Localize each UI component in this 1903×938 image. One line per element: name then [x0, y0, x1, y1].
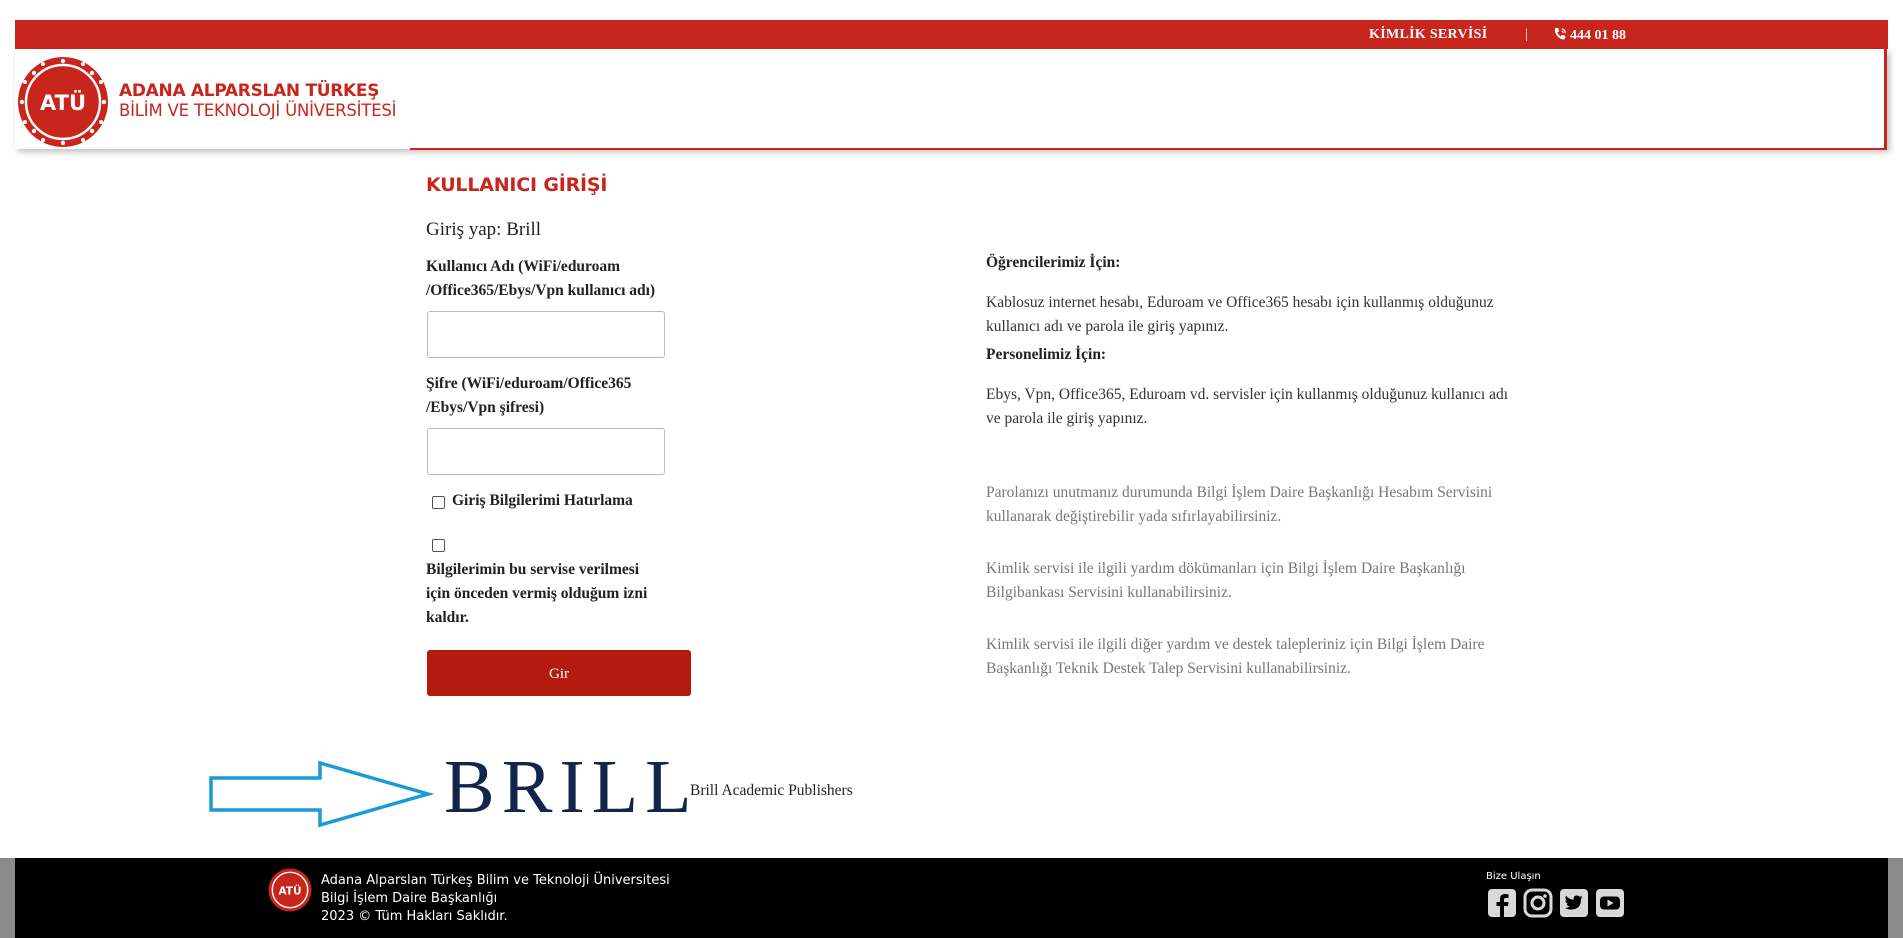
footer-department: Bilgi İşlem Daire Başkanlığı [321, 891, 498, 906]
arrow-annotation-icon [208, 760, 434, 828]
phone-icon [1553, 27, 1567, 41]
remember-checkbox[interactable] [432, 496, 445, 509]
footer-info [321, 872, 670, 926]
identity-service-link[interactable]: KİMLİK SERVİSİ [1369, 27, 1488, 42]
support-request-text[interactable]: Kimlik servisi ile ilgili diğer yardım ve destek talepleriniz için Bilgi İşlem Daire Başkanlığı Teknik Destek Talep Servisini kullanabilirsiniz. [986, 636, 1485, 677]
service-provider-name: Brill Academic Publishers [690, 782, 853, 799]
header-divider [410, 148, 1887, 150]
password-input[interactable] [427, 428, 665, 475]
forgot-password-text[interactable]: Parolanızı unutmanız durumunda Bilgi İşlem Daire Başkanlığı Hesabım Servisini kullanarak değiştirebilir yada sıfırlayabilirsiniz. [986, 484, 1493, 525]
login-subtitle: Giriş yap: Brill [426, 219, 542, 240]
header-right-edge [1884, 49, 1887, 149]
help-docs-text[interactable]: Kimlik servisi ile ilgili yardım dökümanları için Bilgi İşlem Daire Başkanlığı Bilgibankası Servisini kullanabilirsiniz. [986, 560, 1466, 601]
consent-revoke-label: Bilgilerimin bu servise verilmesi için önceden vermiş olduğum izni kaldır. [426, 561, 648, 626]
university-seal-icon[interactable] [17, 56, 109, 148]
instagram-icon[interactable] [1523, 888, 1553, 918]
submit-button[interactable]: Gir [427, 650, 691, 696]
university-name-line1: ADANA ALPARSLAN TÜRKEŞ [119, 81, 380, 101]
site-footer [0, 858, 1903, 938]
login-title: KULLANICI GİRİŞİ [426, 174, 608, 196]
consent-revoke-checkbox[interactable] [432, 539, 445, 552]
username-input[interactable] [427, 311, 665, 358]
footer-left-edge [0, 858, 15, 938]
students-heading: Öğrencilerimiz İçin: [986, 254, 1121, 271]
university-name[interactable] [119, 82, 396, 120]
footer-right-edge [1888, 858, 1903, 938]
staff-text: Ebys, Vpn, Office365, Eduroam vd. servisler için kullanmış olduğunuz kullanıcı adı ve parola ile giriş yapınız. [986, 386, 1509, 427]
phone-number: 444 01 88 [1570, 28, 1626, 43]
facebook-icon[interactable] [1487, 888, 1517, 918]
top-bar [15, 20, 1888, 49]
footer-university-name: Adana Alparslan Türkeş Bilim ve Teknoloji Üniversitesi [321, 873, 670, 888]
username-label: Kullanıcı Adı (WiFi/eduroam /Office365/Ebys/Vpn kullanıcı adı) [426, 258, 656, 299]
password-label: Şifre (WiFi/eduroam/Office365 /Ebys/Vpn şifresi) [426, 375, 632, 416]
phone-link[interactable] [1553, 27, 1626, 44]
remember-label: Giriş Bilgilerimi Hatırlama [452, 492, 633, 509]
site-header [15, 49, 1887, 149]
youtube-icon[interactable] [1595, 888, 1625, 918]
staff-heading: Personelimiz İçin: [986, 346, 1107, 363]
footer-seal-icon [268, 868, 312, 912]
university-name-line2: BİLİM VE TEKNOLOJİ ÜNİVERSİTESİ [119, 101, 397, 120]
contact-label: Bize Ulaşın [1486, 871, 1541, 882]
seal-text: ATÜ [40, 91, 86, 115]
footer-copyright: 2023 © Tüm Hakları Saklıdır. [321, 909, 508, 924]
brill-logo: BRILL [444, 745, 699, 829]
twitter-icon[interactable] [1559, 888, 1589, 918]
footer-seal-text: ATÜ [278, 885, 302, 898]
topbar-separator: | [1525, 27, 1528, 42]
students-text: Kablosuz internet hesabı, Eduroam ve Office365 hesabı için kullanmış olduğunuz kullanıcı adı ve parola ile giriş yapınız. [986, 294, 1494, 335]
